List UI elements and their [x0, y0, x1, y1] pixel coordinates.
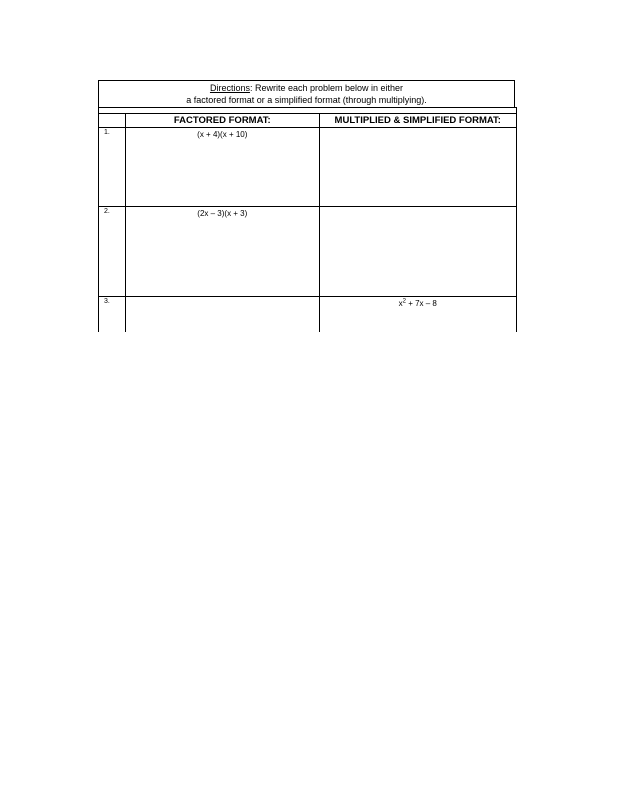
problem-number: 2. — [99, 207, 126, 297]
problem-number: 1. — [99, 128, 126, 207]
directions-label: Directions — [209, 83, 250, 93]
problem-number: 3. — [99, 297, 126, 333]
factored-expression: (x + 4)(x + 10) — [126, 128, 319, 207]
factored-expression: (2x – 3)(x + 3) — [126, 207, 319, 297]
expr-base: x — [398, 299, 403, 308]
directions-line-2: a factored format or a simplified format (through multiplying). — [186, 94, 427, 105]
multiplied-answer-cell[interactable] — [319, 128, 516, 207]
multiplied-answer-cell[interactable] — [319, 207, 516, 297]
expr-rest: + 7x – 8 — [405, 299, 437, 308]
directions-text-1: : Rewrite each problem below in either — [249, 83, 404, 93]
multiplied-format-header: MULTIPLIED & SIMPLIFIED FORMAT: — [319, 114, 516, 128]
expr-exponent: 2 — [402, 298, 406, 305]
table-header-row — [99, 114, 517, 128]
problem-table — [98, 113, 517, 332]
table-row — [99, 297, 517, 333]
factored-format-header: FACTORED FORMAT: — [126, 114, 319, 128]
directions-line-1 — [99, 83, 514, 95]
worksheet — [98, 80, 517, 330]
multiplied-expression — [319, 297, 516, 333]
factored-answer-cell[interactable] — [126, 297, 319, 333]
table-row — [99, 128, 517, 207]
table-row — [99, 207, 517, 297]
number-header — [99, 114, 126, 128]
directions-box — [98, 80, 515, 107]
